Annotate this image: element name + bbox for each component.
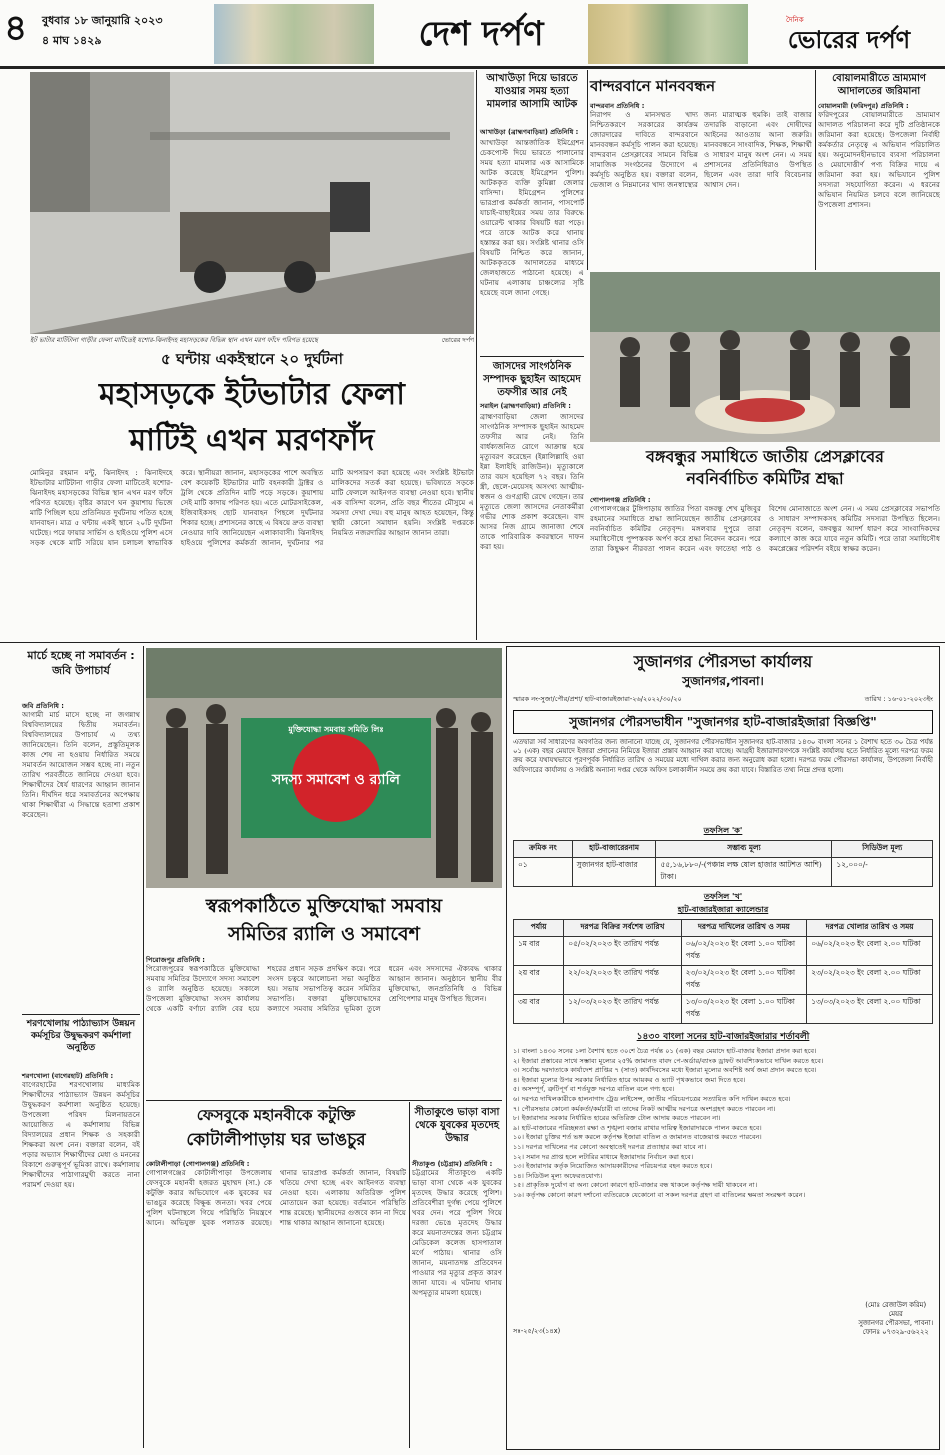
table-b-header: পর্যায় <box>514 920 564 937</box>
condition-item: ১। বাংলা ১৪৩০ সনের ১লা বৈশাখ হতে ৩০শে চৈত্র পর্যন্ত ০১ (এক) বছর মেয়াদে হাট-বাজার ইজারা প্রদান করা হবে। <box>513 1047 817 1055</box>
condition-item: ৫। অসম্পূর্ণ, ত্রুটিপূর্ণ বা শর্তযুক্ত দরপত্র বাতিল বলে গণ্য হবে। <box>513 1085 675 1094</box>
rally-byline: পিরোজপুর প্রতিনিধি : <box>146 956 205 964</box>
lead-headline-line1: মহাসড়কে ইটভাটার ফেলা <box>99 377 405 412</box>
table-b-header: দরপত্র খোলার তারিখ ও সময় <box>807 920 933 937</box>
condition-item: ১৫। প্রাকৃতিক দুর্যোগ বা অন্য কোনো কারণে হাট-বাজার বন্ধ থাকলে কর্তৃপক্ষ দায়ী থাকবেন না। <box>513 1181 758 1190</box>
table-cell: ০৬/০২/২০২৩ ইং বেলা ১.০০ ঘটিকা পর্যন্ত <box>681 937 807 966</box>
table-cell: ৩য় বার <box>514 995 564 1024</box>
bandarban-byline: বান্দরবান প্রতিনিধি : <box>590 102 645 110</box>
col-story-2-headline: জাসদের সাংগঠনিক সম্পাদক ছুহাইন আহমেদ তফসীর আর নেই <box>483 361 581 398</box>
rally-body: পিরোজপুরের স্বরূপকাঠিতে মুক্তিযোদ্ধা সমবায় সমিতির উদ্যোগে সদস্য সমাবেশ ও র‍্যালি অনুষ্ঠিত হয়েছে। সকালে উপজেলা মুক্তিযোদ্ধা সংসদ কার্যালয় থেকে একটি বর্ণাঢ্য র‍্যালি বের হয়ে শহরের প্রধান সড়ক প্রদক্ষিণ করে। পরে সংসদ চত্বরে আলোচনা সভা অনুষ্ঠিত হয়। সভায় সভাপতিত্ব করেন সমিতির সভাপতি। বক্তারা মুক্তিযোদ্ধাদের কল্যাণে সমবায় সমিতির ভূমিকা তুলে ধরেন এবং সদস্যদের ঐক্যবদ্ধ থাকার আহ্বান জানান। অনুষ্ঠানে স্থানীয় বীর মুক্তিযোদ্ধা, জনপ্রতিনিধি ও বিভিন্ন শ্রেণিপেশার মানুষ উপস্থিত ছিলেন। <box>146 964 502 1013</box>
mobile-court-body: ফরিদপুরের বোয়ালমারীতে ভ্রাম্যমাণ আদালত পরিচালনা করে দুটি প্রতিষ্ঠানকে জরিমানা করা হয়েছে। উপজেলা নির্বাহী কর্মকর্তার নেতৃত্বে এ অভিযান পরিচালিত হয়। অনুমোদনহীনভাবে ব্যবসা পরিচালনা ও মেয়াদোত্তীর্ণ পণ্য বিক্রির দায়ে এ জরিমানা করা হয়। অভিযানে পুলিশ সদস্যরা সহযোগিতা করেন। এ ধরনের অভিযান নিয়মিত চলবে বলে জানিয়েছে উপজেলা প্রশাসন। <box>818 110 940 209</box>
table-a-header: হাট-বাজারেরনাম <box>572 841 656 858</box>
ad-code: সঃ-২৫/২৩(১৪x) <box>513 1327 561 1335</box>
table-b-header: দরপত্র দাখিলের তারিখ ও সময় <box>681 920 807 937</box>
facebook-body: গোপালগঞ্জের কোটালীপাড়া উপজেলায় ফেসবুকে মহানবী হজরত মুহাম্মদ (সা.) কে কটুক্তি করার অভিযোগে এক যুবকের ঘর ভাঙচুর করেছে বিক্ষুব্ধ জনতা। খবর পেয়ে পুলিশ ঘটনাস্থলে গিয়ে পরিস্থিতি নিয়ন্ত্রণে আনে। অভিযুক্ত যুবক পলাতক রয়েছে। থানার ভারপ্রাপ্ত কর্মকর্তা জানান, বিষয়টি খতিয়ে দেখা হচ্ছে এবং আইনগত ব্যবস্থা নেওয়া হবে। এলাকায় অতিরিক্ত পুলিশ মোতায়েন করা হয়েছে। বর্তমানে পরিস্থিতি শান্ত রয়েছে। স্থানীয়দের গুজবে কান না দিয়ে শান্ত থাকার আহ্বান জানানো হয়েছে। <box>146 1168 406 1227</box>
table-cell: ১ম বার <box>514 937 564 966</box>
condition-item: ১৪। সিডিউল মূল্য অফেরতযোগ্য। <box>513 1171 603 1180</box>
condition-item: ১১। দরপত্র দাখিলের পর কোনো অবস্থাতেই দরপত্র প্রত্যাহার করা যাবে না। <box>513 1142 707 1151</box>
table-cell: ১২/০৩/২০২৩ ইং তারিখ পর্যন্ত <box>564 995 681 1024</box>
convocation-headline: মার্চে হচ্ছে না সমাবর্তন : জবি উপাচার্য <box>27 649 135 677</box>
masthead <box>0 0 945 70</box>
date-line-2: ৪ মাঘ ১৪২৯ <box>42 34 102 47</box>
press-club-photo <box>590 272 940 442</box>
table-cell: ০৫/০২/২০২৩ ইং তারিখ পর্যন্ত <box>564 937 681 966</box>
mid-rule <box>0 642 945 643</box>
mobile-court-byline: বোয়ালমারী (ফরিদপুর) প্রতিনিধি : <box>818 102 909 110</box>
bandarban-headline: বান্দরবানে মানববন্ধন <box>590 77 716 95</box>
sitakunda-body: চট্টগ্রামের সীতাকুণ্ডে একটি ভাড়া বাসা থেকে এক যুবকের মৃতদেহ উদ্ধার করেছে পুলিশ। প্রতিবেশীরা দুর্গন্ধ পেয়ে পুলিশে খবর দেন। পরে পুলিশ গিয়ে দরজা ভেঙে মৃতদেহ উদ্ধার করে ময়নাতদন্তের জন্য চট্টগ্রাম মেডিকেল কলেজ হাসপাতাল মর্গে পাঠায়। থানার ওসি জানান, ময়নাতদন্ত প্রতিবেদন পাওয়ার পর মৃত্যুর প্রকৃত কারণ জানা যাবে। এ ঘটনায় থানায় অপমৃত্যুর মামলা হয়েছে। <box>412 1168 502 1297</box>
section-title: দেশ দর্পণ <box>376 8 586 60</box>
schedule-a-table <box>513 840 933 887</box>
col-story-2-byline: সরাইল (ব্রাহ্মণবাড়িয়া) প্রতিনিধি : <box>480 402 571 410</box>
condition-item: ৭। পৌরসভার কোনো কর্মকর্তা/কর্মচারী বা তাদের নিকট আত্মীয় দরপত্রে অংশগ্রহণ করতে পারবেন না। <box>513 1104 776 1113</box>
convocation-body: আগামী মার্চ মাসে হচ্ছে না জগন্নাথ বিশ্ববিদ্যালয়ের দ্বিতীয় সমাবর্তন। বিশ্ববিদ্যালয়ের উপাচার্য এ তথ্য জানিয়েছেন। তিনি বলেন, প্রস্তুতিমূলক কাজ শেষ না হওয়ায় নির্ধারিত সময়ে সমাবর্তন আয়োজন সম্ভব হচ্ছে না। নতুন তারিখ পরবর্তীতে জানিয়ে দেওয়া হবে। শিক্ষার্থীদের ধৈর্য ধারণের আহ্বান জানান তিনি। দীর্ঘদিন ধরে সমাবর্তনের অপেক্ষায় থাকা শিক্ষার্থীরা এ সিদ্ধান্তে হতাশা প্রকাশ করেছেন। <box>22 710 140 819</box>
notice-intro: এতদ্বারা সর্ব সাধারণের অবগতির জন্য জানানো যাচ্ছে যে, সুজানগর পৌরসভাধীন সুজানগর হাট-বাজার ১৪৩০ বাংলা সনের ১ বৈশাখ হতে ৩০ চৈত্র পর্যন্ত ০১ (এক) বছর মেয়াদে ইজারা প্রদানের নিমিত্তে ইজারা প্রস্তাব আহ্বান করা যাচ্ছে। আগ্রহী ইজারাদারগণকে সংশ্লিষ্ট কার্যালয় হতে নির্ধারিত মূল্যে দরপত্র ফরম ক্রয় করে যথাযথভাবে পূরণপূর্বক নির্ধারিত তারিখ ও সময়ের মধ্যে দাখিল করার জন্য অনুরোধ করা হলো। দরপত্র ফরম পৌরসভা কার্যালয়, উপজেলা নির্বাহী অফিসারের কার্যালয় ও সংশ্লিষ্ট অন্যান্য দপ্তর থেকে অফিস চলাকালীন সময়ে ক্রয় করা যাবে। বিস্তারিত তথ্য নিম্নে প্রদত্ত হলো। <box>513 738 933 774</box>
paper-tagline: দৈনিক <box>786 16 804 24</box>
table-cell: ১২,০০০/- <box>832 858 933 887</box>
table-cell: ২২/০২/২০২৩ ইং তারিখ পর্যন্ত <box>564 966 681 995</box>
table-cell: ১৩/০৩/২০২৩ ইং বেলা ২.০০ ঘটিকা <box>807 995 933 1024</box>
condition-item: ৩। সর্বোচ্চ দরদাতাকে কার্যাদেশ প্রাপ্তির ৭ (সাত) কার্যদিবসের মধ্যে ইজারা মূল্যের অবশিষ্ট অর্থ জমা প্রদান করতে হবে। <box>513 1066 817 1075</box>
tender-notice <box>506 646 940 1450</box>
table-cell: ২৩/০২/২০২৩ ইং বেলা ২.০০ ঘটিকা <box>807 966 933 995</box>
lead-shoulder: ৫ ঘন্টায় একইস্থানে ২০ দুর্ঘটনা <box>161 350 343 368</box>
conditions-title: ১৪৩০ বাংলা সনের হাট-বাজারইজারার শর্তাবলী <box>636 1032 810 1042</box>
bandarban-body: নিরাপদ ও মানসম্মত খাদ্য নিশ্চিতকরণে সরকারের কার্যক্রম জোরদারের দাবিতে বান্দরবানে মানববন্ধন কর্মসূচি পালন করা হয়েছে। বান্দরবান প্রেসক্লাবের সামনে বিভিন্ন সামাজিক সংগঠনের উদ্যোগে এ কর্মসূচি অনুষ্ঠিত হয়। বক্তারা বলেন, ভেজাল ও নিম্নমানের খাদ্য জনস্বাস্থ্যের জন্য মারাত্মক হুমকি। তাই বাজার তদারকি বাড়ানো এবং দোষীদের আইনের আওতায় আনা জরুরি। মানববন্ধনে সাংবাদিক, শিক্ষক, শিক্ষার্থী ও সাধারণ মানুষ অংশ নেন। এ সময় প্রশাসনের প্রতিনিধিরাও উপস্থিত ছিলেন এবং তারা দাবি বিবেচনার আশ্বাস দেন। <box>590 110 812 189</box>
condition-item: ১৩। ইজারাদার কর্তৃক নিয়োজিত আদায়কারীদের পরিচয়পত্র বহন করতে হবে। <box>513 1162 713 1171</box>
facebook-headline-line2: কোটালীপাড়ায় ঘর ভাঙচুর <box>186 1130 366 1150</box>
lead-photo-credit: ভোরের দর্পণ <box>441 336 474 344</box>
rally-bottom-rule <box>146 1100 502 1101</box>
table-a-header: ক্রমিক নং <box>514 841 573 858</box>
rally-headline-line2: সমিতির র‍্যালি ও সমাবেশ <box>228 923 420 945</box>
col-divider-3 <box>815 70 816 270</box>
table-cell: ০৬/০২/২০২৩ ইং বেলা ২.০০ ঘটিকা <box>807 937 933 966</box>
condition-item: ৯। হাট-বাজারের পরিচ্ছন্নতা রক্ষা ও শৃঙ্খলা বজায় রাখার দায়িত্ব ইজারাদারকে পালন করতে হবে। <box>513 1123 762 1132</box>
col-story-1-body: আখাউড়া আন্তর্জাতিক ইমিগ্রেশন চেকপোস্ট দিয়ে ভারতে পালানোর সময় হত্যা মামলার এক আসামিকে আটক করেছে ইমিগ্রেশন পুলিশ। আটককৃত ব্যক্তি কুমিল্লা জেলার বাসিন্দা। ইমিগ্রেশন পুলিশের ভারপ্রাপ্ত কর্মকর্তা জানান, পাসপোর্ট যাচাই-বাছাইয়ের সময় তার বিরুদ্ধে ওয়ারেন্ট থাকার বিষয়টি ধরা পড়ে। পরে তাকে আটক করে থানায় হস্তান্তর করা হয়। সংশ্লিষ্ট থানার ওসি বিষয়টি নিশ্চিত করে জানান, আটককৃতকে আদালতের মাধ্যমে জেলহাজতে পাঠানো হয়েছে। এ ঘটনায় এলাকায় চাঞ্চল্যের সৃষ্টি হয়েছে বলে জানা গেছে। <box>480 138 584 297</box>
signature-block <box>858 1301 933 1337</box>
sitakunda-byline: সীতাকুণ্ড (চট্টগ্রাম) প্রতিনিধি : <box>412 1160 493 1168</box>
table-a-header: সম্ভাব্য মূল্য <box>656 841 832 858</box>
schedule-a-title: তফসিল 'ক' <box>703 826 743 835</box>
table-cell: ২য় বার <box>514 966 564 995</box>
col-story-sep <box>480 356 584 357</box>
notice-memo-no: স্মারক নং-সুজা/পৌর/প্রশা/ হাট-বাজারইজারা-২৬/২০২২/৩০/২০ <box>513 695 682 703</box>
col-story-1-byline: আখাউড়া (ব্রাহ্মণবাড়িয়া) প্রতিনিধি : <box>480 128 579 136</box>
condition-item: ৬। দরপত্র দাখিলকারীকে হালনাগাদ ট্রেড লাইসেন্স, জাতীয় পরিচয়পত্রের সত্যায়িত কপি দাখিল করতে হবে। <box>513 1094 791 1103</box>
masthead-photo-strip-left <box>214 4 374 64</box>
facebook-headline-line1: ফেসবুকে মহানবীকে কটুক্তি <box>196 1106 356 1124</box>
condition-item: ১০। ইজারা চুক্তির শর্ত ভঙ্গ করলে কর্তৃপক্ষ ইজারা বাতিল ও জামানত বাজেয়াপ্ত করতে পারবেন। <box>513 1133 762 1142</box>
schedule-b-title: তফসিল 'খ' <box>703 892 743 901</box>
col-divider-1 <box>476 70 477 640</box>
table-cell: ১৩/০৩/২০২৩ ইং বেলা ১.০০ ঘটিকা পর্যন্ত <box>681 995 807 1024</box>
col-story-2-body: ব্রাহ্মণবাড়িয়া জেলা জাসদের সাংগঠনিক সম্পাদক ছুহাইন আহমেদ তফসীর আর নেই। তিনি বার্ধক্যজনিত রোগে আক্রান্ত হয়ে মৃত্যুবরণ করেছেন (ইন্নালিল্লাহি ওয়া ইন্না ইলাইহি রাজিউন)। মৃত্যুকালে তার বয়স হয়েছিল ৭২ বছর। তিনি স্ত্রী, ছেলে-মেয়েসহ অসংখ্য আত্মীয়-স্বজন ও গুণগ্রাহী রেখে গেছেন। তার মৃত্যুতে জেলা জাসদের নেতাকর্মীরা গভীর শোক প্রকাশ করেছেন। বাদ আসর নিজ গ্রামে জানাজা শেষে তাকে পারিবারিক কবরস্থানে দাফন করা হয়। <box>480 412 584 551</box>
table-row <box>514 966 933 995</box>
masthead-photo-strip-right <box>588 4 748 64</box>
patuakhali-headline: শরণখোলায় পাঠ্যাভ্যাস উন্নয়ন কর্মসূচির উদ্বুদ্ধকরণ কর্মশালা অনুষ্ঠিত <box>26 1019 136 1053</box>
condition-item: ৮। ইজারাদার সরকার নির্ধারিত হারের অতিরিক্ত টোল আদায় করতে পারবেন না। <box>513 1114 721 1123</box>
table-a-header: সিডিউল মূল্য <box>832 841 933 858</box>
date-line-1: বুধবার ১৮ জানুয়ারি ২০২৩ <box>42 14 163 27</box>
table-cell: সুজানগর হাট-বাজার <box>572 858 656 887</box>
rally-banner-org: মুক্তিযোদ্ধা সমবায় সমিতি লিঃ <box>288 725 384 734</box>
table-row <box>514 995 933 1024</box>
table-cell: ২৩/০২/২০২৩ ইং বেলা ১.০০ ঘটিকা পর্যন্ত <box>681 966 807 995</box>
paper-logo: ভোরের দর্পণ <box>787 26 911 54</box>
press-club-byline: গোপালগঞ্জ প্রতিনিধি : <box>590 496 651 504</box>
signature-name: (মোঃ রেজাউল করিম) <box>865 1301 927 1309</box>
facebook-byline: কোটালীপাড়া (গোপালগঞ্জ) প্রতিনিধি : <box>146 1160 250 1168</box>
notice-title: সুজানগর পৌরসভাধীন "সুজানগর হাট-বাজারইজারা বিজ্ঞপ্তি" <box>513 710 933 734</box>
table-cell: ০১ <box>514 858 573 887</box>
table-row <box>514 858 933 887</box>
masthead-rule <box>0 66 945 69</box>
convocation-byline: জবি প্রতিনিধি : <box>22 702 64 710</box>
facebook-divider <box>409 1102 410 1448</box>
press-club-body: গোপালগঞ্জের টুঙ্গিপাড়ায় জাতির পিতা বঙ্গবন্ধু শেখ মুজিবুর রহমানের সমাধিতে শ্রদ্ধা জানিয়েছেন জাতীয় প্রেসক্লাবের নবনির্বাচিত কমিটির নেতৃবৃন্দ। মঙ্গলবার দুপুরে তারা সমাধিসৌধে পুষ্পস্তবক অর্পণ করে শ্রদ্ধা নিবেদন করেন। পরে তারা কিছুক্ষণ নীরবতা পালন করেন এবং ফাতেহা পাঠ ও বিশেষ মোনাজাতে অংশ নেন। এ সময় প্রেসক্লাবের সভাপতি ও সাধারণ সম্পাদকসহ কমিটির সদস্যরা উপস্থিত ছিলেন। নেতৃবৃন্দ বলেন, বঙ্গবন্ধুর আদর্শ ধারণ করে সাংবাদিকদের কল্যাণে কাজ করে যাবে নতুন কমিটি। পরে তারা সমাধিসৌধ কমপ্লেক্সের পরিদর্শন বইয়ে স্বাক্ষর করেন। <box>590 504 940 553</box>
condition-item: ৪। ইজারা মূল্যের উপর সরকার নির্ধারিত হারে আয়কর ও ভ্যাট পৃথকভাবে জমা দিতে হবে। <box>513 1075 746 1084</box>
signature-phone: ফোনঃ ০৭৩২৯-৫৬২২২ <box>862 1328 929 1336</box>
mobile-court-headline: বোয়ালমারীতে ভ্রাম্যমাণ আদালতের জরিমানা <box>832 73 926 97</box>
conditions-list <box>513 1047 933 1297</box>
condition-item: ১৬। কর্তৃপক্ষ কোনো কারণ দর্শানো ব্যতিরেকে যেকোনো বা সকল দরপত্র গ্রহণ বা বাতিলের ক্ষমতা সংরক্ষণ করেন। <box>513 1190 806 1199</box>
press-club-photo-illustration <box>590 272 940 442</box>
col-divider-2 <box>587 70 588 270</box>
lead-photo <box>30 72 474 334</box>
patuakhali-byline: শরণখোলা (বাগেরহাট) প্রতিনিধি : <box>22 1072 114 1080</box>
col-story-1-headline: আখাউড়া দিয়ে ভারতে যাওয়ার সময় হত্যা মামলার আসামি আটক <box>486 73 578 110</box>
condition-item: ২। ইজারা প্রস্তাবের সাথে সম্ভাব্য মূল্যের ২৫% জামানত বাবদ পে-অর্ডার/ব্যাংক ড্রাফট আবশ্যিকভাবে দাখিল করতে হবে। <box>513 1056 824 1065</box>
page-number: ৪ <box>4 8 28 49</box>
lead-photo-caption: ইট ভাটার মাটিটানা গাড়ীর ফেলা মাটিতেই যশোর-ঝিনাইদহ মহাসড়কের বিভিন্ন স্থান এখন মরণ ফাঁদে পরিণত হয়েছে <box>30 336 318 344</box>
lead-body: মোমিনুর রহমান মন্টু, ঝিনাইদহ : ঝিনাইদহে ইটভাটার মাটিটানা গাড়ীর ফেলা মাটিতেই যশোর-ঝিনাইদহ মহাসড়কের বিভিন্ন স্থান এখন মরণ ফাঁদে পরিণত হয়েছে। বৃষ্টির কারণে ঘন কুয়াশায় ভিজে মাটি পিচ্ছিল হয়ে প্রতিনিয়ত দুর্ঘটনায় পতিত হচ্ছে যানবাহন। মাত্র ৫ ঘন্টায় একই স্থানে ২০টি দুর্ঘটনা ঘটেছে। পরে ফায়ার সার্ভিস ও হাইওয়ে পুলিশ এসে সড়ক থেকে মাটি সরিয়ে যান চলাচল স্বাভাবিক করে। স্থানীয়রা জানান, মহাসড়কের পাশে অবস্থিত বেশ কয়েকটি ইটভাটার মাটি বহনকারী ট্রাক্টর ও ট্রলি থেকে প্রতিদিন মাটি পড়ে সড়কে। কুয়াশায় সেই মাটি কাদায় পরিণত হয়। এতে মোটরসাইকেল, ইজিবাইকসহ ছোট যানবাহন পিছলে দুর্ঘটনার শিকার হচ্ছে। প্রশাসনের কাছে এ বিষয়ে দ্রুত ব্যবস্থা নেওয়ার দাবি জানিয়েছেন এলাকাবাসী। ঝিনাইদহ হাইওয়ে পুলিশের কর্মকর্তা জানান, দুর্ঘটনার পর মাটি অপসারণ করা হয়েছে এবং সংশ্লিষ্ট ইটভাটা মালিকদের সতর্ক করা হয়েছে। ভবিষ্যতে সড়কে মাটি ফেললে আইনগত ব্যবস্থা নেওয়া হবে। স্থানীয় এক বাসিন্দা বলেন, প্রতি বছর শীতের মৌসুমে এ সমস্যা দেখা দেয়। বহু মানুষ আহত হয়েছেন, কিন্তু স্থায়ী কোনো সমাধান হয়নি। সংশ্লিষ্ট দপ্তরকে নিয়মিত নজরদারির আহ্বান জানান তারা। <box>30 468 474 547</box>
patuakhali-body: বাগেরহাটের শরণখোলায় মাধ্যমিক শিক্ষার্থীদের পাঠ্যাভ্যাস উন্নয়ন কর্মসূচির উদ্বুদ্ধকরণ কর্মশালা অনুষ্ঠিত হয়েছে। উপজেলা পরিষদ মিলনায়তনে আয়োজিত এ কর্মশালায় বিভিন্ন বিদ্যালয়ের প্রধান শিক্ষক ও সহকারী শিক্ষকরা অংশ নেন। বক্তারা বলেন, বই পড়ার অভ্যাস শিক্ষার্থীদের মেধা ও মননের বিকাশে গুরুত্বপূর্ণ ভূমিকা রাখে। কর্মশালায় শিক্ষার্থীদের পাঠাগারমুখী করতে নানা পরামর্শ দেওয়া হয়। <box>22 1080 140 1189</box>
schedule-b-table <box>513 919 933 1024</box>
notice-office-sub: সুজানগর,পাবনা। <box>682 674 764 688</box>
sitakunda-headline: সীতাকুণ্ডে ভাড়া বাসা থেকে যুবকের মৃতদেহ উদ্ধার <box>414 1107 500 1144</box>
table-cell: ৫৫,১৬,৮৮০/-(পঞ্চান্ন লক্ষ ষোল হাজার আটশত আশি) টাকা। <box>656 858 832 887</box>
schedule-b-sub: হাট-বাজারইজারা ক্যালেন্ডার <box>677 905 769 914</box>
table-row <box>514 937 933 966</box>
press-club-headline-line2: নবনির্বাচিত কমিটির শ্রদ্ধা <box>686 469 844 488</box>
lead-headline-line2: মাটিই এখন মরণফাঁদ <box>129 423 375 458</box>
lead-photo-illustration <box>30 72 474 334</box>
press-club-headline-line1: বঙ্গবন্ধুর সমাধিতে জাতীয় প্রেসক্লাবের <box>646 447 884 466</box>
left-col-divider <box>143 646 144 1448</box>
rally-photo <box>146 648 502 888</box>
condition-item: ১২। সমান দর প্রাপ্ত হলে লটারির মাধ্যমে ইজারাদার নির্বাচন করা হবে। <box>513 1152 694 1161</box>
notice-memo-date: তারিখ : ১৬-০১-২০২৩ইং <box>864 695 933 703</box>
left-col-sep <box>22 1014 140 1015</box>
notice-office-title: সুজানগর পৌরসভা কার্যালয় <box>633 652 813 671</box>
table-b-header: দরপত্র বিক্রির সর্বশেষ তারিখ <box>564 920 681 937</box>
rally-banner-title: সদস্য সমাবেশ ও র‍্যালি <box>272 772 400 788</box>
signature-title: মেয়র <box>888 1310 903 1318</box>
signature-org: সুজানগর পৌরসভা, পাবনা। <box>858 1319 933 1327</box>
rally-headline-line1: স্বরূপকাঠিতে মুক্তিযোদ্ধা সমবায় <box>205 895 443 917</box>
